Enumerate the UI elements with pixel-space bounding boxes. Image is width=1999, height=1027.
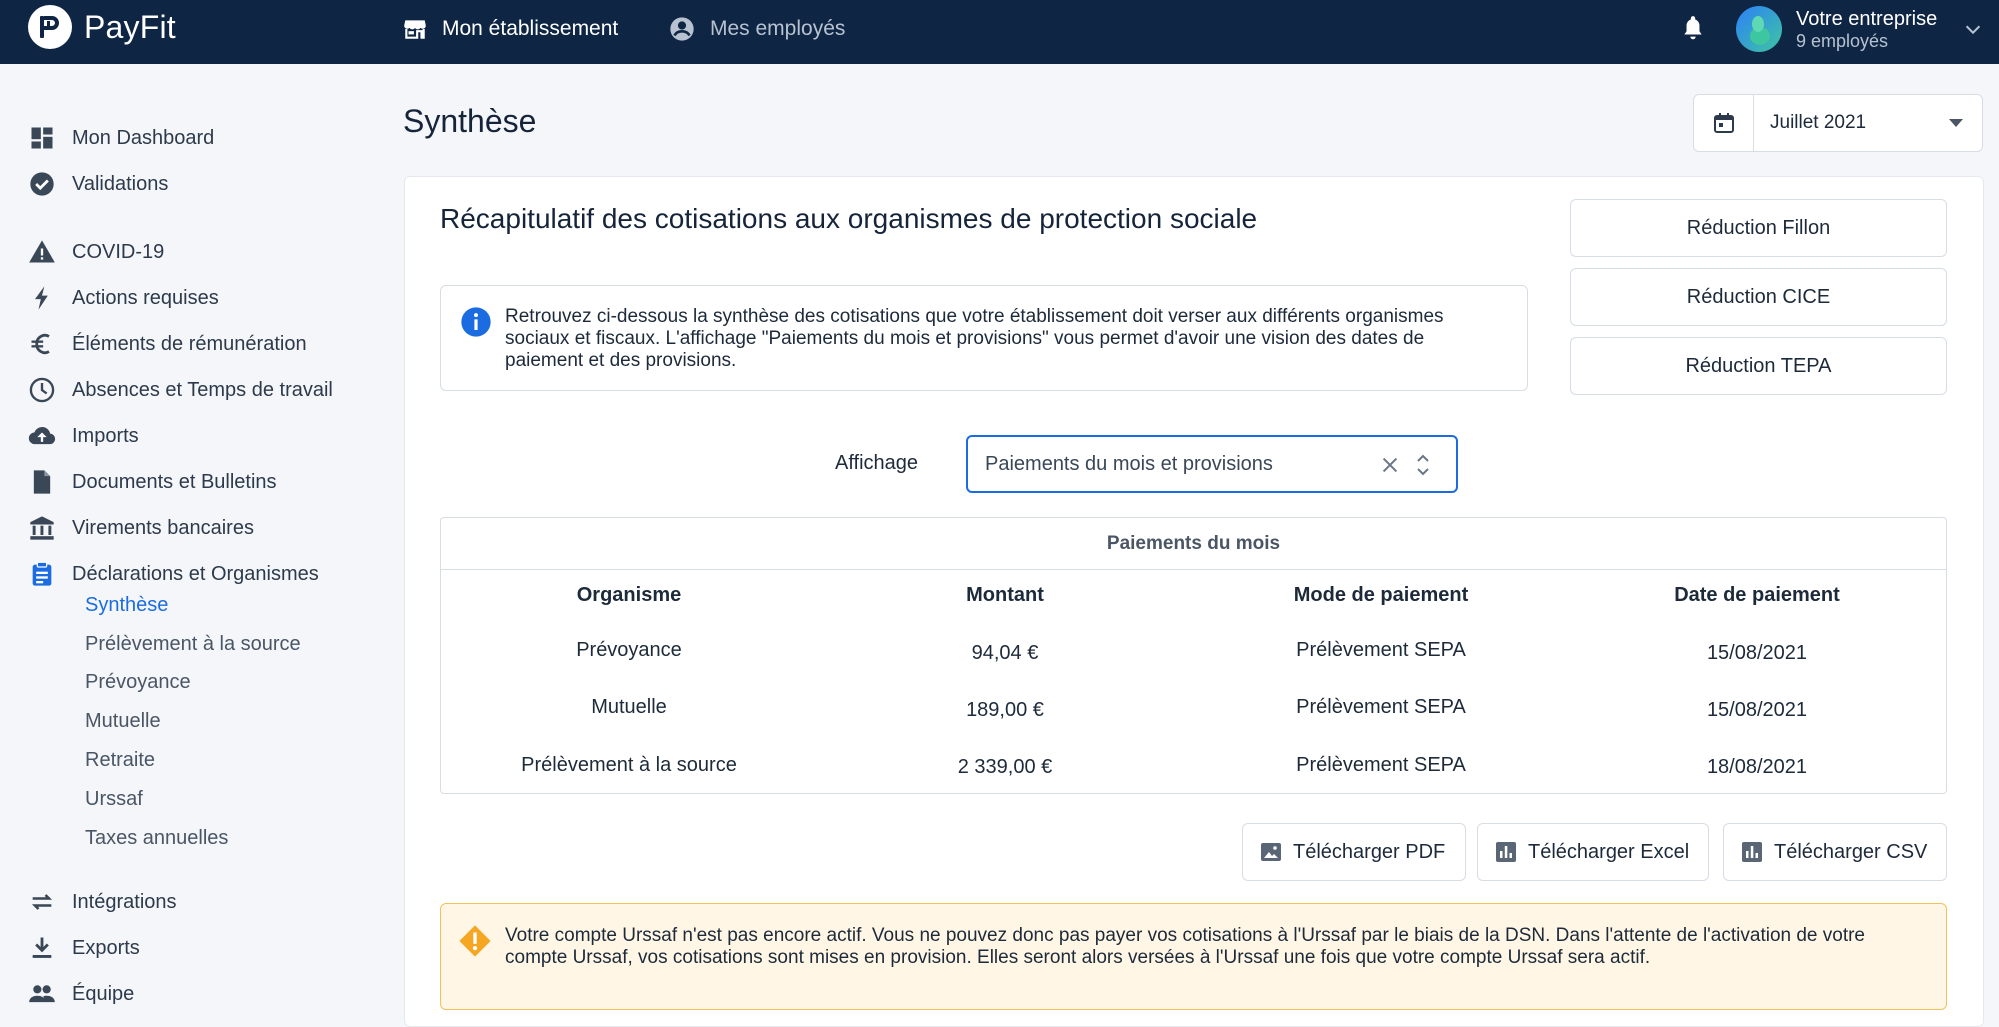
urssaf-warning-banner	[440, 903, 1947, 1010]
sidebar-item-absences[interactable]	[28, 374, 333, 406]
bank-icon	[28, 514, 56, 542]
app-name: PayFit	[84, 8, 176, 45]
people-icon	[28, 980, 56, 1008]
reduction-fillon-button[interactable]: Réduction Fillon	[1570, 199, 1947, 257]
column-header-date: Date de paiement	[1674, 584, 1840, 606]
payfit-logo-icon	[28, 5, 72, 49]
column-header-organisme: Organisme	[576, 584, 682, 606]
sidebar-item-validations[interactable]	[28, 168, 168, 200]
page-title: Synthèse	[403, 103, 537, 139]
clock-icon	[28, 376, 56, 404]
company-avatar	[1736, 6, 1782, 52]
sidebar-item-integrations[interactable]	[28, 886, 177, 918]
download-pdf-label: Télécharger PDF	[1293, 840, 1446, 863]
table-cell: 189,00 €	[966, 699, 1044, 721]
sidebar-item-declarations[interactable]	[28, 558, 319, 590]
image-icon	[1259, 840, 1283, 864]
warning-text: Votre compte Urssaf n'est pas encore actif. Vous ne pouvez donc pas payer vos cotisations à l'Urssaf par le biais de la DSN. Dans l'attente de l'activation de votre compte Urssaf, vos cotisations sont mises en provision. Elles seront alors versées à l'Urssaf une fois que votre compte Urssaf sera actif.	[505, 925, 1866, 968]
swap-icon	[28, 888, 56, 916]
sidebar-subitem-mutuelle[interactable]: Mutuelle	[85, 710, 161, 732]
clipboard-icon	[28, 560, 56, 588]
payfit-logo[interactable]	[28, 5, 176, 49]
sidebar-subitem-synthese[interactable]: Synthèse	[85, 594, 169, 616]
sidebar-subitem-retraite[interactable]: Retraite	[85, 749, 156, 771]
sidebar-item-label: Éléments de rémunération	[72, 332, 307, 355]
table-cell: 18/08/2021	[1706, 756, 1808, 778]
info-text: Retrouvez ci-dessous la synthèse des cotisations que votre établissement doit verser aux différents organismes sociaux et fiscaux. L'affichage "Paiements du mois et provisions" vous permet d'avoir une vision des dates de paiement et des provisions.	[505, 306, 1444, 371]
document-icon	[28, 468, 56, 496]
info-icon	[460, 306, 492, 343]
sidebar-item-label: Virements bancaires	[72, 516, 254, 539]
table-cell: Prévoyance	[576, 639, 682, 661]
nav-mon-etablissement-label: Mon établissement	[442, 17, 619, 40]
card-title: Récapitulatif des cotisations aux organismes de protection sociale	[440, 203, 1258, 234]
clear-icon[interactable]	[1379, 454, 1401, 481]
warning-icon	[28, 238, 56, 266]
sidebar-item-label: Validations	[72, 172, 169, 195]
sidebar-item-imports[interactable]	[28, 420, 139, 452]
reduction-cice-button[interactable]: Réduction CICE	[1570, 268, 1947, 326]
info-banner	[440, 285, 1528, 391]
column-header-mode: Mode de paiement	[1293, 584, 1469, 606]
table-caption: Paiements du mois	[441, 518, 1946, 570]
month-picker-value: Juillet 2021	[1770, 112, 1867, 133]
cloud-upload-icon	[28, 422, 56, 450]
bar-chart-icon	[1494, 840, 1518, 864]
table-cell: Mutuelle	[591, 696, 667, 718]
sidebar-subitem-prevoyance[interactable]: Prévoyance	[85, 671, 191, 693]
bolt-icon	[28, 284, 56, 312]
column-header-montant: Montant	[966, 584, 1044, 606]
sidebar-subitem-urssaf[interactable]: Urssaf	[85, 788, 143, 810]
sidebar-item-label: Actions requises	[72, 286, 219, 309]
table-cell: 2 339,00 €	[957, 756, 1053, 778]
reduction-tepa-button[interactable]: Réduction TEPA	[1570, 337, 1947, 395]
euro-icon	[28, 330, 56, 358]
storefront-icon	[402, 16, 428, 42]
sidebar-subitem-taxes[interactable]: Taxes annuelles	[85, 827, 229, 849]
download-icon	[28, 934, 56, 962]
caret-down-icon	[1948, 118, 1964, 128]
sidebar-item-actions-requises[interactable]	[28, 282, 219, 314]
month-picker[interactable]	[1693, 94, 1983, 152]
download-excel-button[interactable]	[1477, 823, 1709, 881]
sidebar-subitem-prelevement[interactable]: Prélèvement à la source	[85, 633, 301, 655]
nav-mon-etablissement[interactable]	[402, 0, 618, 58]
table-cell: Prélèvement SEPA	[1296, 696, 1466, 718]
table-cell: Prélèvement SEPA	[1296, 639, 1466, 661]
company-switcher[interactable]	[1736, 6, 1937, 52]
company-name: Votre entreprise	[1796, 8, 1938, 30]
download-csv-label: Télécharger CSV	[1774, 840, 1928, 863]
sidebar-item-label: Intégrations	[72, 890, 177, 913]
nav-mes-employes-label: Mes employés	[710, 17, 846, 40]
chevron-down-icon[interactable]	[1962, 18, 1984, 45]
sidebar-item-remuneration[interactable]	[28, 328, 307, 360]
cotisations-card	[404, 176, 1984, 1027]
sidebar-item-label: Exports	[72, 936, 140, 959]
paiements-table	[440, 517, 1947, 794]
sidebar-item-documents[interactable]	[28, 466, 277, 498]
download-pdf-button[interactable]	[1242, 823, 1466, 881]
check-circle-icon	[28, 170, 56, 198]
sidebar-item-covid[interactable]	[28, 236, 164, 268]
affichage-select[interactable]	[966, 435, 1458, 493]
table-cell: 15/08/2021	[1706, 642, 1808, 664]
sidebar	[0, 64, 390, 1027]
sidebar-item-label: Documents et Bulletins	[72, 470, 277, 493]
select-arrows-icon[interactable]	[1415, 451, 1431, 484]
account-circle-icon	[668, 15, 696, 43]
sidebar-item-equipe[interactable]	[28, 978, 134, 1010]
top-bar	[0, 0, 1999, 64]
table-cell: 15/08/2021	[1706, 699, 1808, 721]
calendar-icon	[1694, 95, 1754, 151]
download-csv-button[interactable]	[1723, 823, 1947, 881]
table-cell: Prélèvement à la source	[521, 754, 737, 776]
sidebar-item-label: Mon Dashboard	[72, 126, 215, 149]
warning-diamond-icon	[458, 924, 492, 963]
dashboard-icon	[28, 124, 56, 152]
table-cell: Prélèvement SEPA	[1296, 754, 1466, 776]
nav-mes-employes[interactable]	[668, 0, 845, 58]
sidebar-item-label: Imports	[72, 424, 139, 447]
affichage-label: Affichage	[835, 452, 919, 474]
company-employee-count: 9 employés	[1796, 31, 1889, 51]
sidebar-item-virements[interactable]	[28, 512, 254, 544]
table-cell: 94,04 €	[971, 642, 1039, 664]
sidebar-item-label: COVID-19	[72, 240, 165, 263]
notifications-bell-icon[interactable]	[1680, 14, 1706, 47]
sidebar-item-exports[interactable]	[28, 932, 140, 964]
sidebar-item-label: Équipe	[72, 982, 135, 1005]
sidebar-item-dashboard[interactable]	[28, 122, 214, 154]
sidebar-item-label: Déclarations et Organismes	[72, 562, 319, 585]
sidebar-item-label: Absences et Temps de travail	[72, 378, 333, 401]
bar-chart-icon	[1740, 840, 1764, 864]
download-excel-label: Télécharger Excel	[1528, 840, 1690, 863]
affichage-select-value: Paiements du mois et provisions	[985, 453, 1273, 475]
